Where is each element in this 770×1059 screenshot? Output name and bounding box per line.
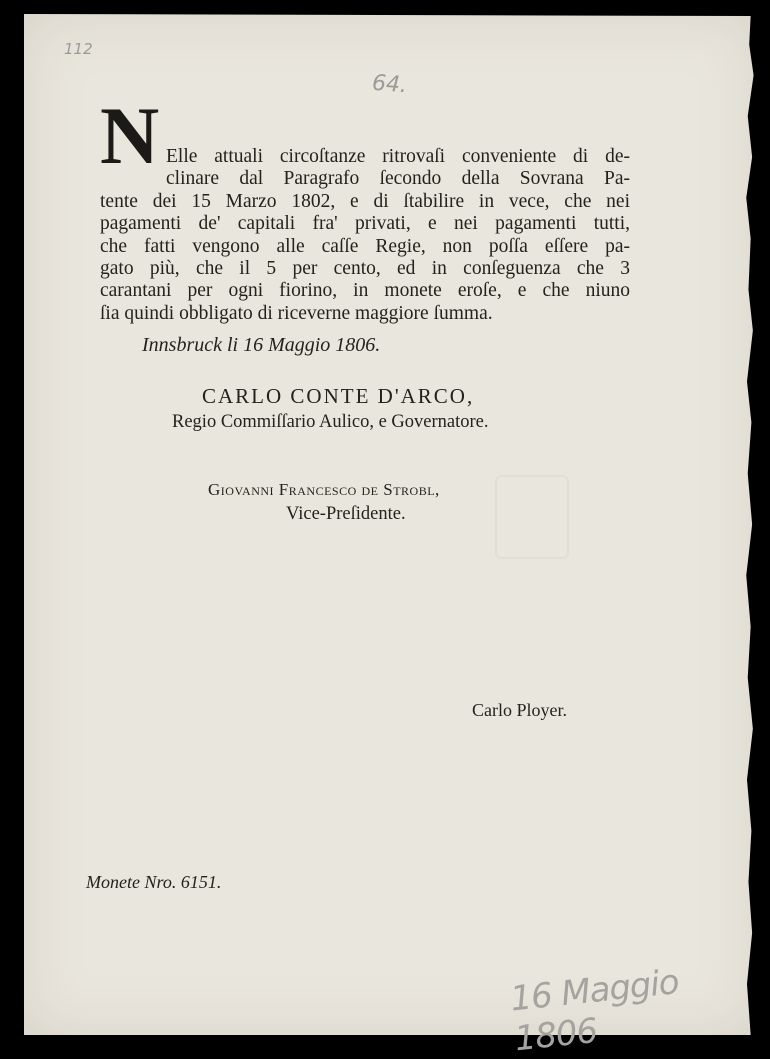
governor-name: CARLO CONTE D'ARCO, (202, 384, 475, 408)
paragraph-line: pagamenti de' capitali fra' privati, e nei pagamenti tutti, (100, 213, 630, 235)
paragraph-line: ſia quindi obbligato di riceverne maggiore ſumma. (100, 302, 493, 324)
sheet-number: 64. (371, 70, 408, 99)
governor-title: Regio Commiſſario Aulico, e Governatore. (172, 412, 489, 432)
signer-name: Carlo Ployer. (472, 700, 567, 720)
vice-president-title: Vice-Preſidente. (286, 504, 406, 524)
paragraph-line: clinare dal Paragrafo ſecondo della Sovrana Pa- (166, 168, 630, 190)
reference-number: Monete Nro. 6151. (86, 872, 222, 892)
paragraph-line: che fatti vengono alle caſſe Regie, non poſſa eſſere pa- (100, 235, 630, 257)
handwritten-date: 16 Maggio 1806 (508, 962, 681, 1059)
paragraph-line: tente dei 15 Marzo 1802, e di ſtabilire in vece, che nei (100, 190, 630, 212)
vice-president-name: Giovanni Francesco de Strobl, (208, 480, 440, 499)
drop-cap: N (100, 90, 160, 181)
paragraph-line: gato più, che il 5 per cento, ed in conſeguenza che 3 (100, 258, 630, 280)
show-through-mark (495, 475, 569, 559)
paragraph-line: Elle attuali circoſtanze ritrovaſi conveniente di de- (166, 146, 630, 167)
place-date: Innsbruck li 16 Maggio 1806. (142, 334, 381, 356)
decree-paragraph-top (166, 146, 630, 191)
folio-mark: 112 (64, 40, 93, 58)
decree-paragraph (100, 191, 630, 325)
paragraph-line: carantani per ogni fiorino, in monete eroſe, e che niuno (100, 280, 630, 302)
